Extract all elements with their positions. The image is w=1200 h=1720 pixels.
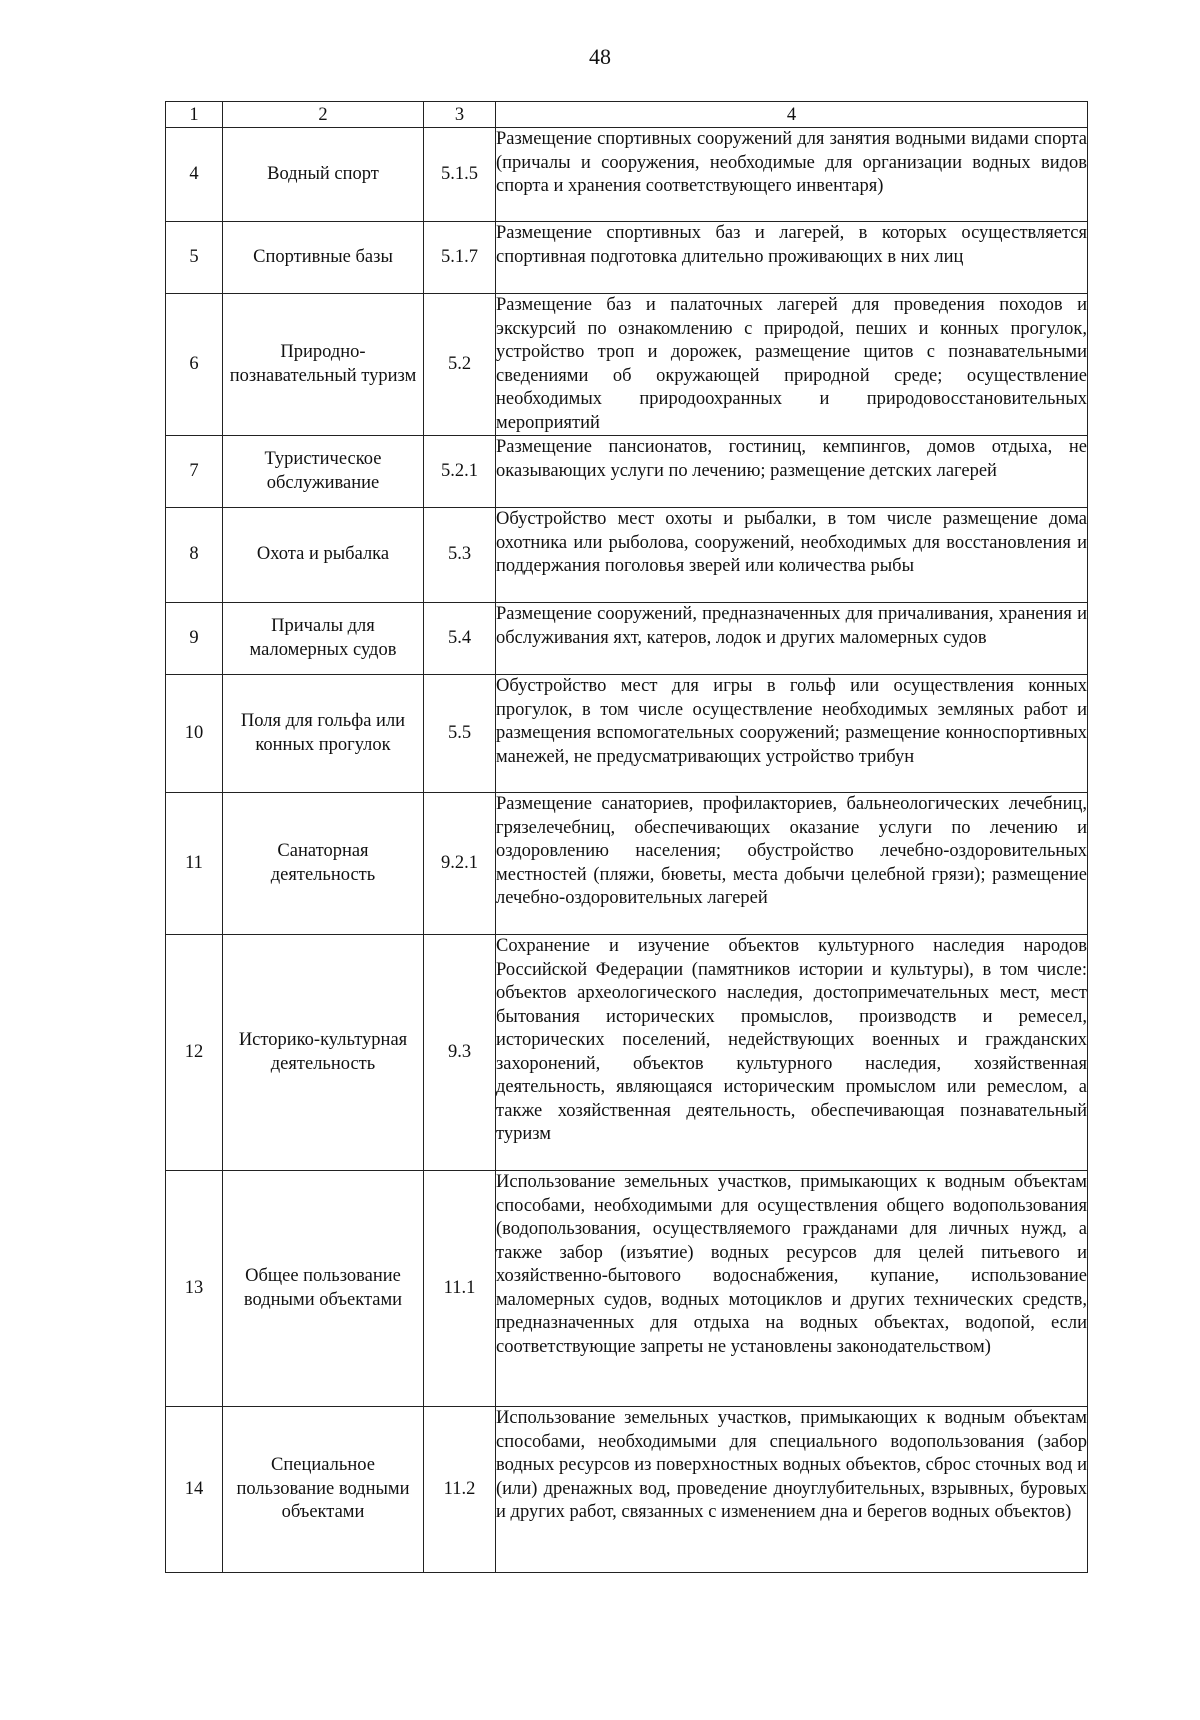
row-code: 5.1.5: [424, 128, 496, 222]
table-row: [166, 675, 1088, 793]
row-code: 5.3: [424, 508, 496, 603]
table-row: [166, 222, 1088, 294]
row-number: 14: [166, 1407, 223, 1573]
row-description: Использование земельных участков, примыкающих к водным объектам способами, необходимыми для специального водопользования (забор водных ресурсов из поверхностных водных объектов, сброс сточных вод и (или) дренажных вод, проведение дноуглубительных, взрывных, буровых и других работ, связанных с изменением дна и берегов водных объектов): [496, 1407, 1088, 1573]
header-col-2: 2: [223, 102, 424, 128]
row-code: 5.2: [424, 294, 496, 436]
row-code: 9.3: [424, 935, 496, 1171]
row-description: Обустройство мест для игры в гольф или осуществления конных прогулок, в том числе осуществление необходимых земляных работ и размещения вспомогательных сооружений; размещение конноспортивных манежей, не предусматривающих устройство трибун: [496, 675, 1088, 793]
row-description: Размещение спортивных сооружений для занятия водными видами спорта (причалы и сооружения, необходимые для организации водных видов спорта и хранения соответствующего инвентаря): [496, 128, 1088, 222]
row-number: 8: [166, 508, 223, 603]
row-number: 7: [166, 436, 223, 508]
row-name: Спортивные базы: [223, 222, 424, 294]
row-description: Использование земельных участков, примыкающих к водным объектам способами, необходимыми для осуществления общего водопользования (водопользования, осуществляемого гражданами для личных нужд, а также забор (изъятие) водных ресурсов для целей питьевого и хозяйственно-бытового водоснабжения, купание, использование маломерных судов, водных мотоциклов и других технических средств, предназначенных для отдыха на водных объектах, водопой, если соответствующие запреты не установлены законодательством): [496, 1171, 1088, 1407]
table-row: [166, 508, 1088, 603]
row-name: Поля для гольфа или конных прогулок: [223, 675, 424, 793]
row-name: Общее пользование водными объектами: [223, 1171, 424, 1407]
row-code: 5.4: [424, 603, 496, 675]
table-row: [166, 294, 1088, 436]
row-number: 13: [166, 1171, 223, 1407]
row-name: Санаторная деятельность: [223, 793, 424, 935]
row-code: 5.2.1: [424, 436, 496, 508]
header-col-1: 1: [166, 102, 223, 128]
row-number: 12: [166, 935, 223, 1171]
row-number: 10: [166, 675, 223, 793]
table-row: [166, 1407, 1088, 1573]
row-name: Причалы для маломерных судов: [223, 603, 424, 675]
page-number: 48: [589, 44, 611, 69]
land-use-table: [165, 101, 1088, 1573]
table-row: [166, 603, 1088, 675]
row-number: 11: [166, 793, 223, 935]
row-name: Водный спорт: [223, 128, 424, 222]
row-name: Охота и рыбалка: [223, 508, 424, 603]
row-code: 5.1.7: [424, 222, 496, 294]
row-description: Размещение санаториев, профилакториев, бальнеологических лечебниц, грязелечебниц, обеспечивающих оказание услуги по лечению и оздоровлению населения; обустройство лечебно-оздоровительных местностей (пляжи, бюветы, места добычи целебной грязи); размещение лечебно-оздоровительных лагерей: [496, 793, 1088, 935]
table-row: [166, 793, 1088, 935]
header-col-3: 3: [424, 102, 496, 128]
header-row: [166, 102, 1088, 128]
table-row: [166, 128, 1088, 222]
row-description: Размещение сооружений, предназначенных для причаливания, хранения и обслуживания яхт, катеров, лодок и других маломерных судов: [496, 603, 1088, 675]
row-description: Размещение баз и палаточных лагерей для проведения походов и экскурсий по ознакомлению с природой, пеших и конных прогулок, устройство троп и дорожек, размещение щитов с познавательными сведениями об окружающей природной среде; осуществление необходимых природоохранных и природовосстановительных мероприятий: [496, 294, 1088, 436]
row-code: 9.2.1: [424, 793, 496, 935]
header-col-4: 4: [496, 102, 1088, 128]
row-description: Размещение пансионатов, гостиниц, кемпингов, домов отдыха, не оказывающих услуги по лечению; размещение детских лагерей: [496, 436, 1088, 508]
row-description: Обустройство мест охоты и рыбалки, в том числе размещение дома охотника или рыболова, сооружений, необходимых для восстановления и поддержания поголовья зверей или количества рыбы: [496, 508, 1088, 603]
row-code: 11.2: [424, 1407, 496, 1573]
row-description: Размещение спортивных баз и лагерей, в которых осуществляется спортивная подготовка длительно проживающих в них лиц: [496, 222, 1088, 294]
table-row: [166, 1171, 1088, 1407]
row-code: 11.1: [424, 1171, 496, 1407]
row-name: Природно-познавательный туризм: [223, 294, 424, 436]
row-number: 6: [166, 294, 223, 436]
row-number: 4: [166, 128, 223, 222]
row-name: Историко-культурная деятельность: [223, 935, 424, 1171]
table-row: [166, 436, 1088, 508]
row-name: Туристическое обслуживание: [223, 436, 424, 508]
row-description: Сохранение и изучение объектов культурного наследия народов Российской Федерации (памятников истории и культуры), в том числе: объектов археологического наследия, достопримечательных мест, мест бытования исторических промыслов, производств и ремесел, исторических поселений, недействующих военных и гражданских захоронений, объектов культурного наследия, хозяйственная деятельность, являющаяся историческим промыслом или ремеслом, а также хозяйственная деятельность, обеспечивающая познавательный туризм: [496, 935, 1088, 1171]
row-number: 9: [166, 603, 223, 675]
table-row: [166, 935, 1088, 1171]
row-code: 5.5: [424, 675, 496, 793]
row-name: Специальное пользование водными объектами: [223, 1407, 424, 1573]
row-number: 5: [166, 222, 223, 294]
